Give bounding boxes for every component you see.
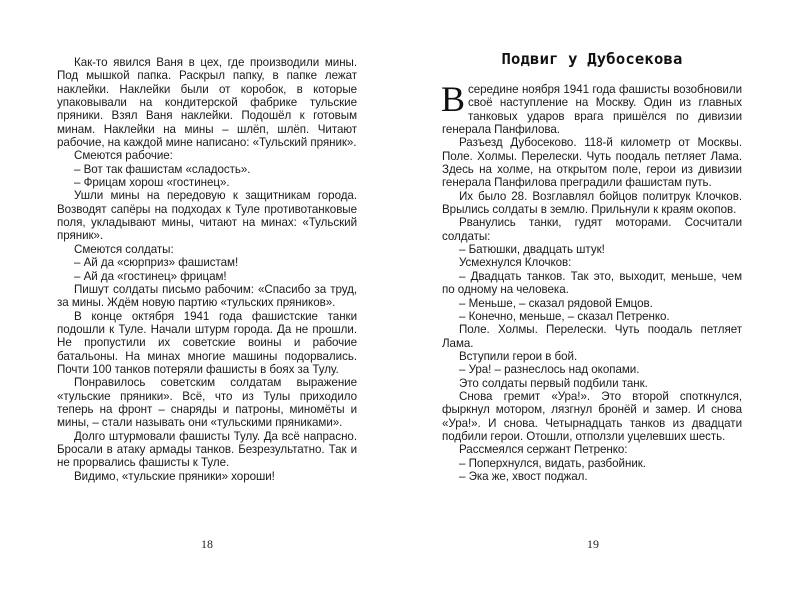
opening-paragraph-text: середине ноября 1941 года фашисты возобновили своё наступление на Москву. Один из главных танковых ударов врага пришёлся по дивизии генерала Панфилова. <box>442 83 742 137</box>
drop-cap: В <box>441 79 465 119</box>
paragraph: Долго штурмовали фашисты Тулу. Да всё напрасно. Бросали в атаку армады танков. Безрезультатно. Так и не прорвались фашисты к Туле. <box>57 429 357 470</box>
page-number: 18 <box>201 537 213 551</box>
right-page <box>400 0 800 600</box>
paragraph: Это солдаты первый подбили танк. <box>459 376 648 390</box>
dialogue-line: – Ай да «сюрприз» фашистам! <box>74 256 239 270</box>
opening-paragraph <box>441 79 742 137</box>
page-number: 19 <box>587 537 599 551</box>
left-page-body <box>57 56 357 483</box>
dialogue-line: – Двадцать танков. Так это, выходит, меньше, чем по одному на человека. <box>442 269 742 297</box>
paragraph: Снова гремит «Ура!». Это второй споткнулся, фыркнул мотором, лязгнул бронёй и замер. И снова «Ура!». И снова. Четырнадцать танков из двадцати подбили герои. Отошли, отползли уцелевших шесть. <box>442 389 742 443</box>
dialogue-line: – Ай да «гостинец» фрицам! <box>74 269 227 283</box>
paragraph: Усмехнулся Клочков: <box>459 256 572 270</box>
dialogue-line: – Батюшки, двадцать штук! <box>459 243 605 257</box>
paragraph: Рванулись танки, гудят моторами. Сосчитали солдаты: <box>442 216 742 243</box>
paragraph: Смеются рабочие: <box>74 149 173 163</box>
dialogue-line: – Меньше, – сказал рядовой Емцов. <box>459 296 653 310</box>
dialogue-line: – Фрицам хорош «гостинец». <box>74 176 230 190</box>
paragraph: Вступили герои в бой. <box>459 349 578 363</box>
paragraph: Их было 28. Возглавлял бойцов политрук Клочков. Врылись солдаты в землю. Прильнули к краям окопов. <box>442 189 742 217</box>
chapter-title: Подвиг у Дубосекова <box>501 50 683 68</box>
paragraph: Ушли мины на передовую к защитникам города. Возводят сапёры на подходах к Туле противотанковые поля, укладывают мины, читают на минах: «Тульский пряник». <box>57 189 357 243</box>
dialogue-line: – Поперхнулся, видать, разбойник. <box>459 456 646 470</box>
dialogue-line: – Вот так фашистам «сладость». <box>74 162 251 176</box>
paragraph: Понравилось советским солдатам выражение «тульские пряники». Всё, что из Тулы приходило теперь на фронт – снаряды и патроны, миномёты и мины, – стали называть они «тульскими пряниками». <box>57 376 357 430</box>
paragraph: Поле. Холмы. Перелески. Чуть поодаль петляет Лама. <box>442 323 742 350</box>
paragraph: Видимо, «тульские пряники» хороши! <box>74 469 275 483</box>
dialogue-line: – Конечно, меньше, – сказал Петренко. <box>459 309 670 323</box>
paragraph: Смеются солдаты: <box>74 242 174 256</box>
paragraph: Как-то явился Ваня в цех, где производили мины. Под мышкой папка. Раскрыл папку, в папке лежат наклейки. Наклейки были от коробок, в которые упаковывали на кондитерской фабрике тульские пряники. Взял Ваня наклейки. Подошёл к готовым минам. Наклейки на мины – шлёп, шлёп. Читают рабочие, на каждой мине написано: «Тульский пряник». <box>57 56 357 150</box>
paragraph: Пишут солдаты письмо рабочим: «Спасибо за труд, за мины. Ждём новую партию «тульских пряников». <box>57 282 357 310</box>
dialogue-line: – Эка же, хвост поджал. <box>459 469 588 483</box>
paragraph: В конце октября 1941 года фашистские танки подошли к Туле. Начали штурм города. Да не прошли. Не пропустили их советские воины и рабочие батальоны. На минах многие машины подорвались. Почти 100 танков потеряли фашисты в боях за Тулу. <box>57 309 357 376</box>
right-page-body <box>441 79 742 483</box>
dialogue-line: – Ура! – разнеслось над окопами. <box>459 363 640 377</box>
paragraph: Рассмеялся сержант Петренко: <box>459 443 628 457</box>
paragraph: Разъезд Дубосеково. 118-й километр от Москвы. Поле. Холмы. Перелески. Чуть поодаль петляет Лама. Здесь на холме, на открытом поле, герои из дивизии генерала Панфилова преградили фашистам путь. <box>442 136 742 190</box>
